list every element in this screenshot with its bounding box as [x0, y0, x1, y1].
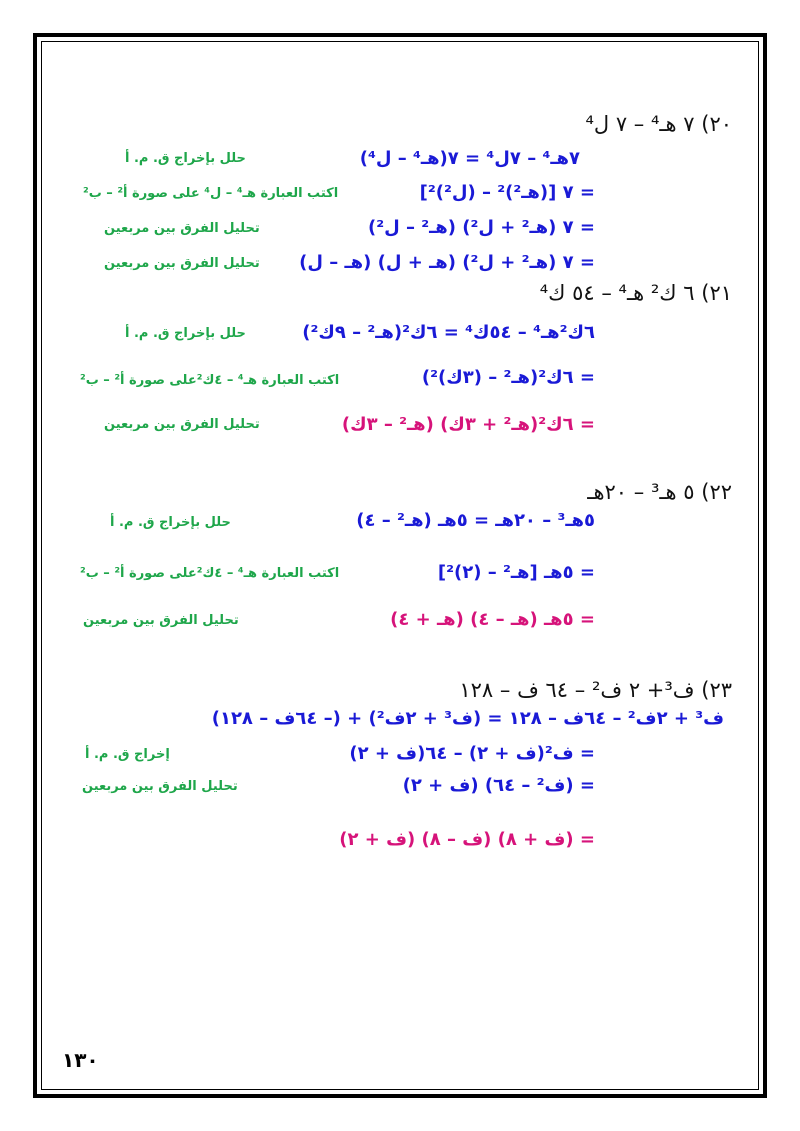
p20-step2-expr: = ٧ [(هـ²)² – (ل²)²]: [419, 182, 595, 203]
p20-step1-expr: ٧هـ⁴ – ٧ل⁴ = ٧(هـ⁴ – ل⁴): [359, 148, 580, 169]
p22-step1-expr: ٥هـ³ – ٢٠هـ = ٥هـ (هـ² – ٤): [356, 510, 595, 531]
p20-step3-note: تحليل الفرق بين مربعين: [104, 221, 260, 236]
problem-21-header: ٢١) ٦ ك² هـ⁴ – ٥٤ ك⁴: [539, 281, 732, 305]
p20-step4-note: تحليل الفرق بين مربعين: [104, 256, 260, 271]
p23-step3-expr: = (ف² – ٦٤) (ف + ٢): [402, 775, 595, 796]
p20-step1-note: حلل بإخراج ق. م. أ: [125, 151, 246, 166]
p21-step3-note: تحليل الفرق بين مربعين: [104, 417, 260, 432]
problem-22-header: ٢٢) ٥ هـ³ – ٢٠هـ: [587, 480, 732, 504]
p22-step2-note: اكتب العبارة هـ⁴ – ٤ك²على صورة أ² – ب²: [80, 566, 340, 581]
p22-step1-note: حلل بإخراج ق. م. أ: [110, 515, 231, 530]
p22-step3-note: تحليل الفرق بين مربعين: [83, 613, 239, 628]
p23-step1-expr: ف³ + ٢ف² – ٦٤ف – ١٢٨ = (ف³ + ٢ف²) + (– ٦٤ف – ١٢٨): [211, 708, 724, 729]
p21-step1-note: حلل بإخراج ق. م. أ: [125, 326, 246, 341]
p21-step3-expr: = ٦ك²(هـ² + ٣ك) (هـ² – ٣ك): [341, 414, 595, 435]
p23-step2-expr: = ف²(ف + ٢) – ٦٤(ف + ٢): [349, 743, 595, 764]
p23-step4-expr: = (ف + ٨) (ف – ٨) (ف + ٢): [339, 829, 595, 850]
p21-step1-expr: ٦ك²هـ⁴ – ٥٤ك⁴ = ٦ك²(هـ² – ٩ك²): [302, 322, 595, 343]
p20-step2-note: اكتب العبارة هـ⁴ – ل⁴ على صورة أ² – ب²: [83, 186, 339, 201]
p23-step2-note: إخراج ق. م. أ: [85, 747, 170, 762]
p22-step2-expr: = ٥هـ [هـ² – (٢)²]: [437, 562, 595, 583]
p20-step3-expr: = ٧ (هـ² + ل²) (هـ² – ل²): [367, 217, 595, 238]
p21-step2-expr: = ٦ك²(هـ² – (٣ك)²): [421, 367, 595, 388]
p22-step3-expr: = ٥هـ (هـ – ٤) (هـ + ٤): [390, 609, 595, 630]
problem-20-header: ٢٠) ٧ هـ⁴ – ٧ ل⁴: [585, 112, 732, 136]
problem-23-header: ٢٣) ف³+ ٢ ف² – ٦٤ ف – ١٢٨: [459, 678, 732, 702]
p20-step4-expr: = ٧ (هـ² + ل²) (هـ + ل) (هـ – ل): [299, 252, 595, 273]
p23-step3-note: تحليل الفرق بين مربعين: [82, 779, 238, 794]
p21-step2-note: اكتب العبارة هـ⁴ – ٤ك²على صورة أ² – ب²: [80, 373, 340, 388]
page-number: ١٣٠: [62, 1048, 99, 1072]
